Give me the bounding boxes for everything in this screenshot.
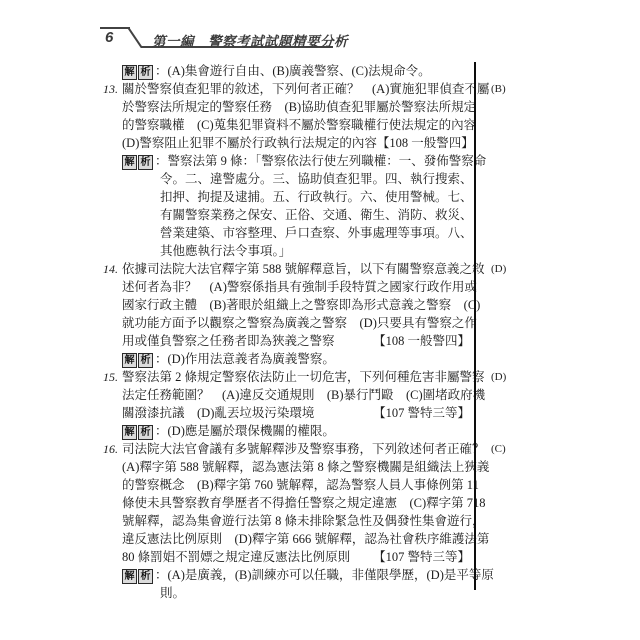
exam-source-tag: 【108 一般警四】 <box>373 334 470 348</box>
question-number: 16. <box>103 442 118 456</box>
question-list <box>103 62 494 602</box>
question-number: 13. <box>103 82 118 96</box>
answer-letter: (D) <box>491 263 507 275</box>
text-line <box>103 548 472 566</box>
analysis-marker-char: 析 <box>138 569 153 584</box>
line-text: 警察法第 2 條規定警察依法防止一切危害，下列何種危害非屬警察 <box>122 370 485 384</box>
question-block <box>103 368 486 422</box>
line-text: ：(A)集會遊行自由、(B)廣義警察、(C)法規命令。 <box>155 64 431 78</box>
line-text: 有關警察業務之保安、正俗、交通、衛生、消防、救災、 <box>160 208 473 222</box>
line-text: 於警察法所規定的警察任務 (B)協助偵查犯罪屬於警察法所規定 <box>122 100 477 114</box>
text-line <box>103 422 472 440</box>
analysis-marker-char: 析 <box>138 155 153 170</box>
answer-column <box>474 62 531 590</box>
text-line <box>103 476 479 494</box>
line-text: ：(A)是廣義，(B)訓練亦可以任職，非僅限學歷，(D)是平等原 <box>155 568 494 582</box>
line-text: 用或僅負警察之任務者即為狹義之警察 <box>122 334 335 348</box>
text-line <box>103 80 490 98</box>
question-block <box>103 260 485 350</box>
text-line <box>103 224 472 242</box>
text-line <box>103 494 486 512</box>
analysis-marker-char: 析 <box>138 353 153 368</box>
text-line <box>103 98 477 116</box>
text-line <box>103 170 472 188</box>
analysis-block <box>103 350 472 368</box>
analysis-marker <box>122 569 154 584</box>
line-text: 的警察概念 (B)釋字第 760 號解釋，認為警察人員人事條例第 11 <box>122 478 479 492</box>
text-line <box>103 314 477 332</box>
line-text: 令。二、違警處分。三、協助偵查犯罪。四、執行搜索、 <box>160 172 473 186</box>
analysis-marker-char: 解 <box>122 353 137 368</box>
line-text: 營業建築、市容整理、戶口查察、外事處理等事項。八、 <box>160 226 473 240</box>
text-line <box>103 530 490 548</box>
line-text: 80 條罰娼不罰嫖之規定違反憲法比例原則 <box>122 550 351 564</box>
text-line <box>103 206 472 224</box>
header-rule-diagonal <box>127 27 142 48</box>
answer-letter: (D) <box>491 371 507 383</box>
line-text: ：警察法第 9 條：「警察依法行使左列職權：一、發佈警察命 <box>155 154 487 168</box>
exam-source-tag: 【107 警特三等】 <box>373 550 470 564</box>
text-line <box>103 584 472 602</box>
text-line <box>103 404 472 422</box>
analysis-marker-char: 解 <box>122 155 137 170</box>
text-line <box>103 332 472 350</box>
text-line <box>103 458 490 476</box>
text-line <box>103 62 472 80</box>
analysis-marker-char: 解 <box>122 425 137 440</box>
line-text: ：(D)作用法意義者為廣義警察。 <box>155 352 335 366</box>
analysis-block <box>103 566 494 602</box>
line-text: 依據司法院大法官釋字第 588 號解釋意旨，以下有關警察意義之敘 <box>122 262 485 276</box>
analysis-marker <box>122 155 154 170</box>
line-text: 違反憲法比例原則 (D)釋字第 666 號解釋，認為社會秩序維護法第 <box>122 532 490 546</box>
line-text: 司法院大法官會議有多號解釋涉及警察事務，下列敘述何者正確？ <box>122 442 485 456</box>
line-text: 扣押、拘提及逮捕。五、行政執行。六、使用警械。七、 <box>160 190 473 204</box>
line-text: 就功能方面予以觀察之警察為廣義之警察 (D)只要具有警察之作 <box>122 316 477 330</box>
line-text: 條使未具警察教育學歷者不得擔任警察之規定違憲 (C)釋字第 718 <box>122 496 486 510</box>
analysis-marker <box>122 65 154 80</box>
line-text: 關潑漆抗議 (D)亂丟垃圾污染環境 <box>122 406 315 420</box>
line-text: 述何者為非？ (A)警察係指具有強制手段特質之國家行政作用或 <box>122 280 477 294</box>
line-text: ：(D)應是屬於環保機關的權限。 <box>155 424 335 438</box>
text-line <box>103 134 472 152</box>
text-line <box>103 368 485 386</box>
section-title: 第一編 警察考試試題精要分析 <box>152 34 348 49</box>
question-number: 14. <box>103 262 118 276</box>
line-text: 則。 <box>160 586 186 600</box>
text-line <box>103 350 472 368</box>
analysis-block <box>103 422 472 440</box>
text-line <box>103 440 485 458</box>
text-line <box>103 260 485 278</box>
exam-source-tag: 【108 一般警四】 <box>376 136 474 150</box>
line-text: (D)警察阻止犯罪不屬於行政執行法規定的內容 <box>122 136 377 150</box>
analysis-marker <box>122 425 154 440</box>
question-number: 15. <box>103 370 118 384</box>
analysis-marker-char: 解 <box>122 65 137 80</box>
analysis-marker <box>122 353 154 368</box>
question-block <box>103 80 490 152</box>
line-text: 其他應執行法令事項。」 <box>160 244 292 258</box>
text-line <box>103 566 494 584</box>
analysis-block <box>103 152 487 260</box>
text-line <box>103 152 487 170</box>
text-line <box>103 188 472 206</box>
text-line <box>103 296 481 314</box>
line-text: 法定任務範圍？ (A)違反交通規則 (B)暴行鬥毆 (C)圍堵政府機 <box>122 388 486 402</box>
line-text: 國家行政主體 (B)著眼於組織上之警察即為形式意義之警察 (C) <box>122 298 481 312</box>
line-text: 號解釋，認為集會遊行法第 8 條未排除緊急性及偶發性集會遊行， <box>122 514 485 528</box>
answer-letter: (C) <box>491 443 506 455</box>
line-text: (A)釋字第 588 號解釋，認為憲法第 8 條之警察機關是組織法上狹義 <box>122 460 490 474</box>
line-text: 關於警察偵查犯罪的敘述，下列何者正確？ (A)實施犯罪偵查不屬 <box>122 82 490 96</box>
analysis-marker-char: 析 <box>138 65 153 80</box>
exam-source-tag: 【107 警特三等】 <box>373 406 470 420</box>
text-line <box>103 116 477 134</box>
answer-letter: (B) <box>491 83 506 95</box>
line-text: 的警察職權 (C)蒐集犯罪資料不屬於警察職權行使法規定的內容 <box>122 118 477 132</box>
text-line <box>103 242 472 260</box>
question-block <box>103 440 490 566</box>
analysis-marker-char: 析 <box>138 425 153 440</box>
page-number: 6 <box>105 29 114 46</box>
analysis-block <box>103 62 472 80</box>
analysis-marker-char: 解 <box>122 569 137 584</box>
text-line <box>103 386 486 404</box>
text-line <box>103 512 485 530</box>
text-line <box>103 278 477 296</box>
